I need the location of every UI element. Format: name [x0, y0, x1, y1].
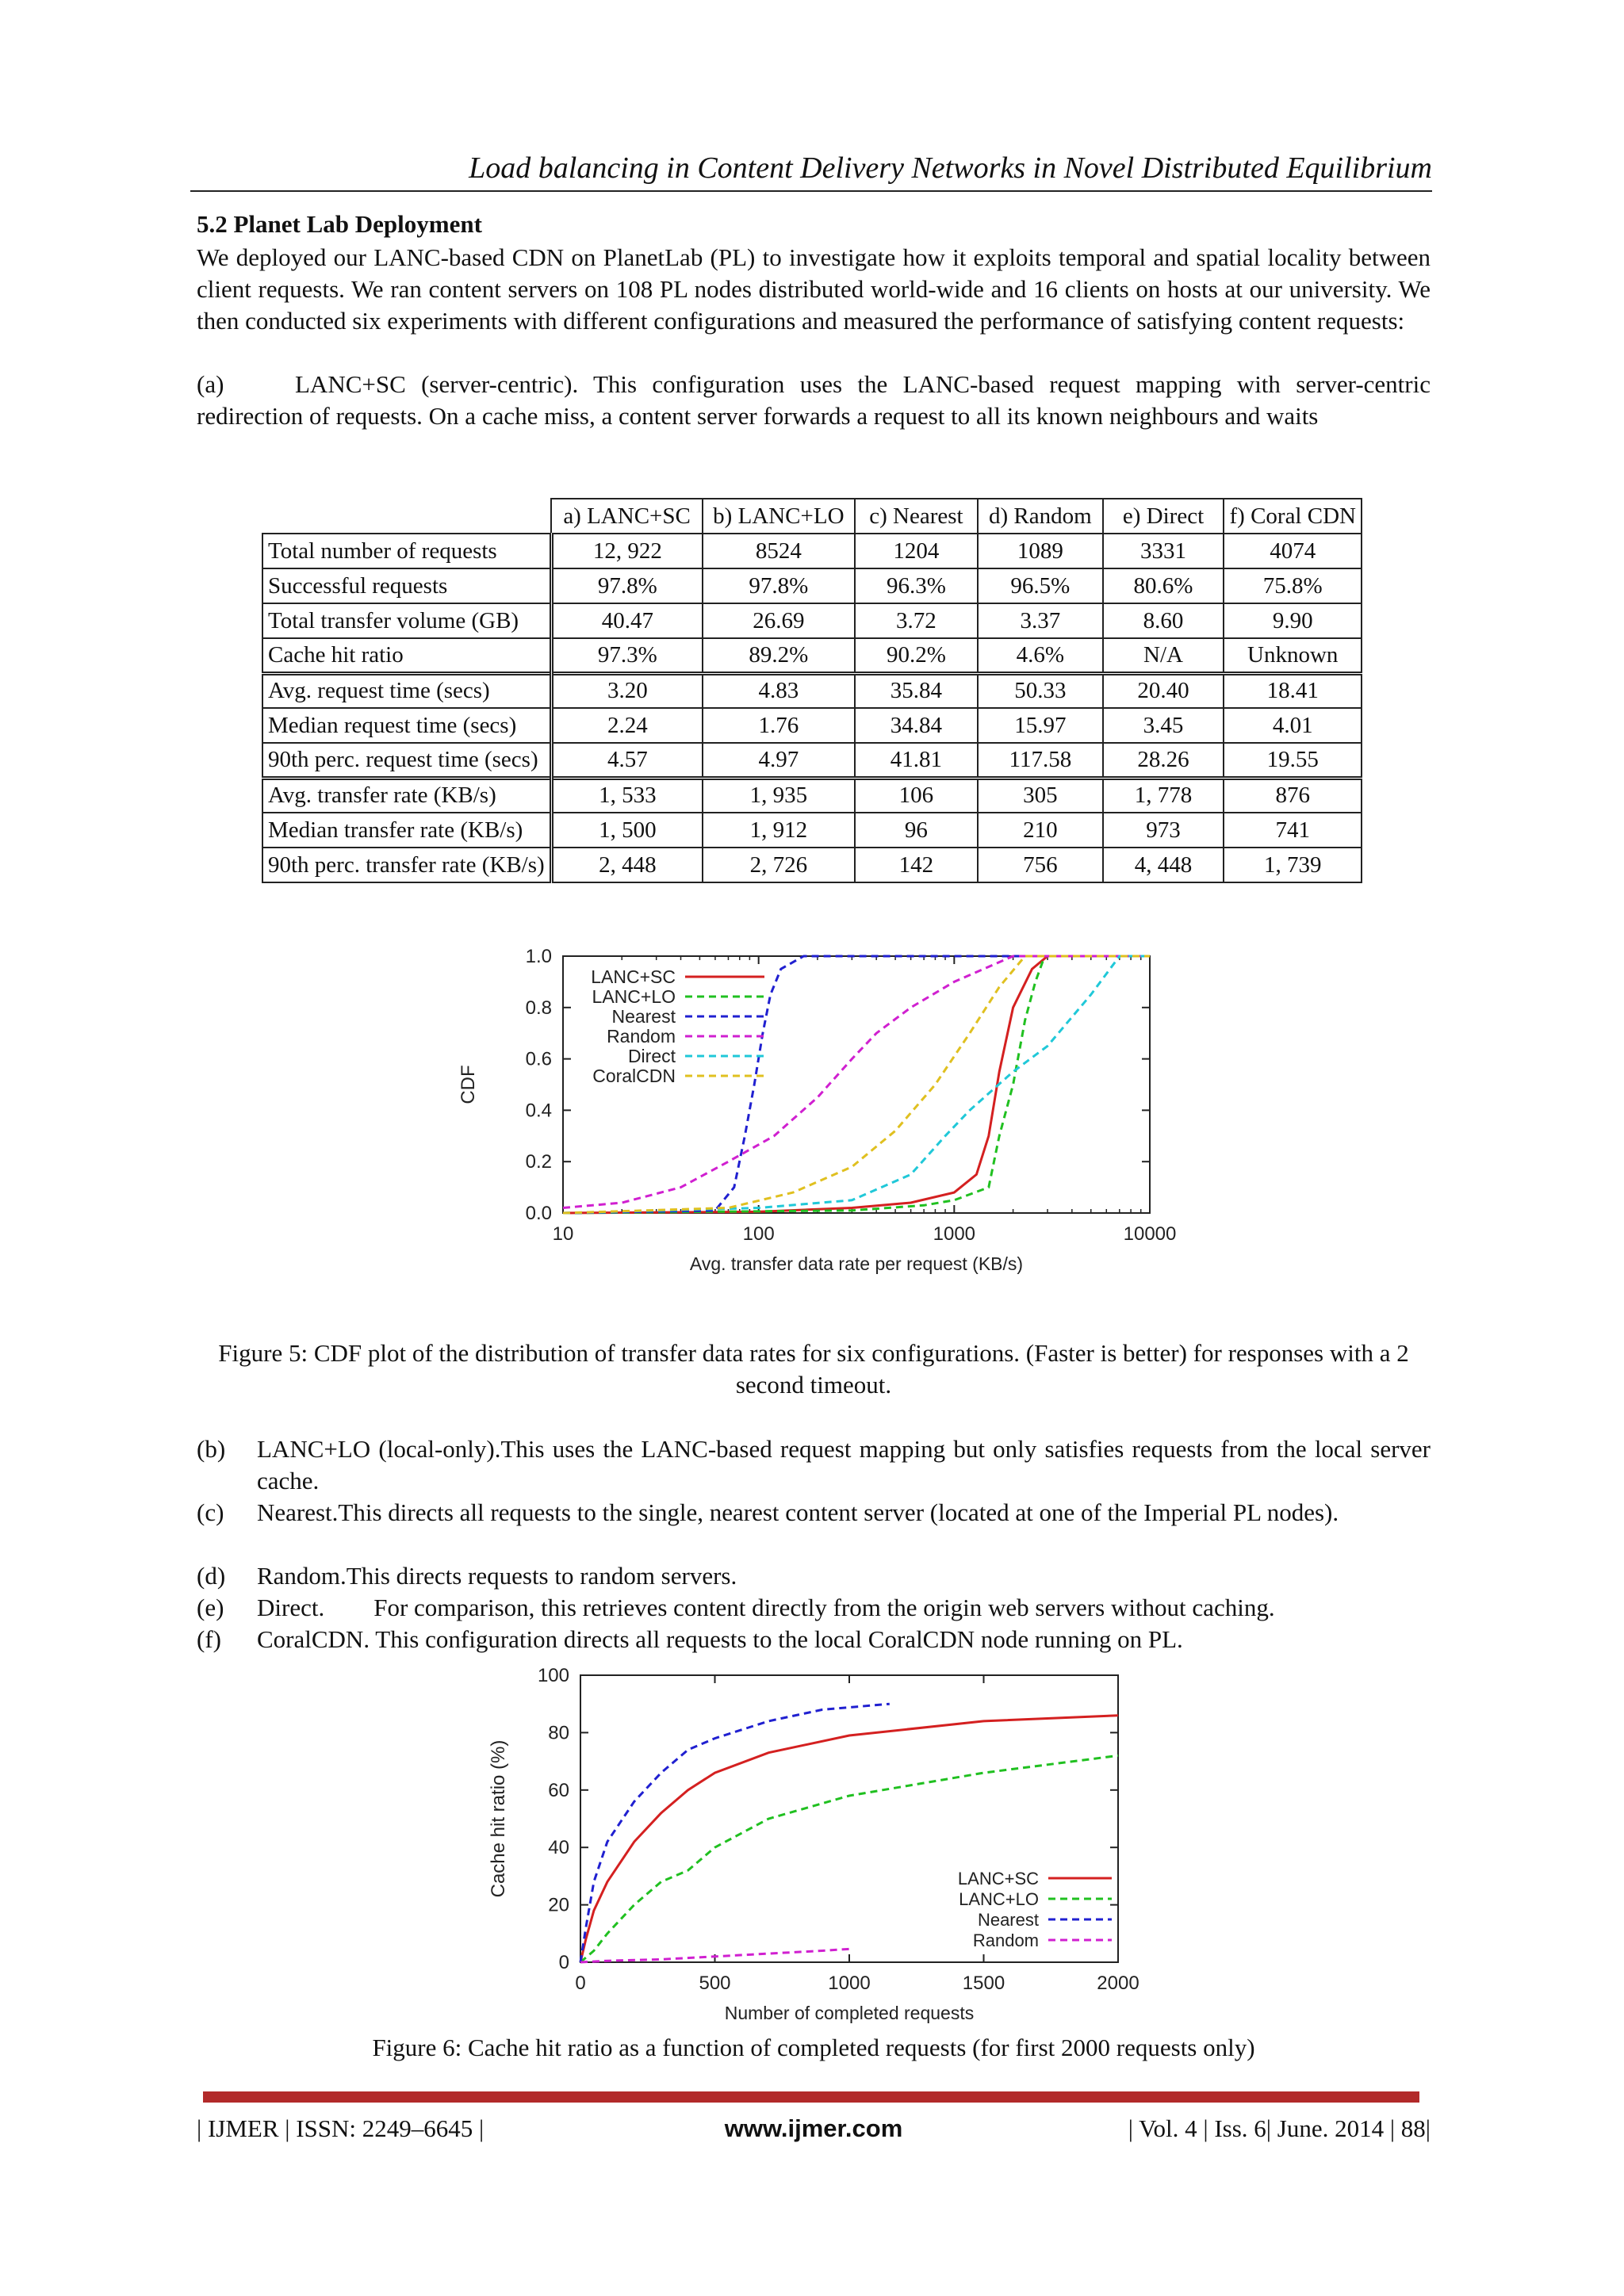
- list-item-text: Direct. For comparison, this retrieves content directly from the origin web servers without caching.: [257, 1594, 1275, 1621]
- x-tick-label: 500: [699, 1973, 731, 1994]
- series-line-nearest: [580, 1704, 890, 1962]
- row-label: Median request time (secs): [262, 708, 551, 743]
- table-header-row: [262, 499, 1362, 534]
- table-cell: 3.37: [978, 603, 1102, 638]
- table-cell: 20.40: [1103, 673, 1224, 708]
- page-footer: [197, 2111, 1431, 2146]
- table-cell: 1089: [978, 534, 1102, 568]
- figure-6-caption: Figure 6: Cache hit ratio as a function of completed requests (for first 2000 requests only): [372, 2034, 1255, 2061]
- legend-label: Random: [972, 1931, 1039, 1950]
- y-axis-label: CDF: [458, 1065, 479, 1104]
- table-cell: 12, 922: [551, 534, 703, 568]
- x-tick-label: 2000: [1097, 1973, 1139, 1994]
- table-row: [262, 638, 1362, 673]
- table-cell: 1204: [855, 534, 979, 568]
- table-cell: 18.41: [1224, 673, 1362, 708]
- list-item-label: (a): [197, 370, 224, 398]
- x-axis-label: Number of completed requests: [724, 2003, 975, 2023]
- table-cell: 3.20: [551, 673, 703, 708]
- legend-label: LANC+LO: [592, 986, 676, 1007]
- table-cell: 1, 778: [1103, 778, 1224, 813]
- table-cell: 89.2%: [703, 638, 855, 673]
- list-item-label: (f): [197, 1625, 221, 1653]
- row-label: Cache hit ratio: [262, 638, 551, 673]
- table-cell: 1, 935: [703, 778, 855, 813]
- footer-rule: [203, 2091, 1419, 2103]
- x-tick-label: 10: [552, 1223, 574, 1245]
- table-cell: 1, 912: [703, 813, 855, 848]
- row-label: Avg. transfer rate (KB/s): [262, 778, 551, 813]
- col-header: b) LANC+LO: [703, 499, 855, 534]
- table-cell: 3.72: [855, 603, 979, 638]
- row-label: Avg. request time (secs): [262, 673, 551, 708]
- table-cell: 4.97: [703, 743, 855, 778]
- table-cell: 35.84: [855, 673, 979, 708]
- table-cell: 106: [855, 778, 979, 813]
- table-cell: 41.81: [855, 743, 979, 778]
- table-cell: 1, 739: [1224, 848, 1362, 882]
- table-cell: Unknown: [1224, 638, 1362, 673]
- table-cell: 8524: [703, 534, 855, 568]
- list-item-label: (d): [197, 1562, 226, 1590]
- table-cell: 26.69: [703, 603, 855, 638]
- row-label: Median transfer rate (KB/s): [262, 813, 551, 848]
- results-table: [262, 498, 1362, 883]
- y-tick-label: 0.6: [525, 1048, 552, 1070]
- table-cell: 3.45: [1103, 708, 1224, 743]
- y-tick-label: 0: [558, 1952, 569, 1973]
- list-item-text: Nearest.This directs all requests to the single, nearest content server (located at one of the Imperial PL nodes).: [257, 1498, 1339, 1526]
- legend-label: Random: [607, 1026, 676, 1047]
- table-row: [262, 848, 1362, 882]
- table-cell: 973: [1103, 813, 1224, 848]
- list-item-text: LANC+SC (server-centric). This configuration uses the LANC-based request mapping with server-centric redirection of requests. On a cache miss, a content server forwards a request to all its known neighbours and waits: [197, 370, 1431, 430]
- col-header: a) LANC+SC: [551, 499, 703, 534]
- table-cell: 8.60: [1103, 603, 1224, 638]
- table-cell: 3331: [1103, 534, 1224, 568]
- table-cell: 4074: [1224, 534, 1362, 568]
- y-axis-label: Cache hit ratio (%): [488, 1739, 509, 1898]
- row-label: 90th perc. request time (secs): [262, 743, 551, 778]
- table-cell: 2, 448: [551, 848, 703, 882]
- section-title: 5.2 Planet Lab Deployment: [197, 210, 482, 238]
- table-cell: 142: [855, 848, 979, 882]
- table-cell: 2.24: [551, 708, 703, 743]
- table-cell: 1.76: [703, 708, 855, 743]
- legend-label: Direct: [627, 1046, 676, 1066]
- table-cell: 28.26: [1103, 743, 1224, 778]
- y-tick-label: 1.0: [525, 946, 552, 967]
- table-cell: 4.83: [703, 673, 855, 708]
- table-cell: 97.8%: [703, 568, 855, 603]
- table-cell: 741: [1224, 813, 1362, 848]
- table-cell: 75.8%: [1224, 568, 1362, 603]
- table-cell: 4.01: [1224, 708, 1362, 743]
- table-cell: 97.3%: [551, 638, 703, 673]
- list-item-text: CoralCDN. This configuration directs all requests to the local CoralCDN node running on PL.: [257, 1625, 1183, 1653]
- table-cell: 96.5%: [978, 568, 1102, 603]
- section-paragraph: [197, 210, 1431, 337]
- footer-journal: | IJMER | ISSN: 2249–6645 |: [197, 2114, 485, 2142]
- table-cell: 4.57: [551, 743, 703, 778]
- table-cell: 210: [978, 813, 1102, 848]
- table-cell: 50.33: [978, 673, 1102, 708]
- legend-label: Nearest: [611, 1006, 676, 1027]
- row-label: Total number of requests: [262, 534, 551, 568]
- y-tick-label: 60: [548, 1779, 569, 1801]
- x-tick-label: 0: [575, 1973, 586, 1994]
- table-cell: 80.6%: [1103, 568, 1224, 603]
- table-row: [262, 813, 1362, 848]
- legend-label: Nearest: [977, 1910, 1039, 1930]
- table-row: [262, 673, 1362, 708]
- list-item-label: (b): [197, 1435, 226, 1463]
- col-header: f) Coral CDN: [1224, 499, 1362, 534]
- running-header: Load balancing in Content Delivery Networks in Novel Distributed Equilibrium: [190, 151, 1432, 192]
- y-tick-label: 20: [548, 1894, 569, 1916]
- table-cell: 117.58: [978, 743, 1102, 778]
- table-cell: 97.8%: [551, 568, 703, 603]
- y-tick-label: 0.0: [525, 1203, 552, 1224]
- paragraph-text: We deployed our LANC-based CDN on PlanetLab (PL) to investigate how it exploits temporal and spatial locality between client requests. We ran content servers on 108 PL nodes distributed world-wide and 16 clients on hosts at our university. We then conducted six experiments with different configurations and measured the performance of satisfying content requests:: [197, 243, 1431, 335]
- row-label: Total transfer volume (GB): [262, 603, 551, 638]
- table-cell: 96: [855, 813, 979, 848]
- col-header: e) Direct: [1103, 499, 1224, 534]
- x-tick-label: 100: [742, 1223, 775, 1245]
- x-tick-label: 1000: [828, 1973, 871, 1994]
- table-cell: 9.90: [1224, 603, 1362, 638]
- figure-5-cdf-chart: [452, 943, 1197, 1292]
- table-cell: 4, 448: [1103, 848, 1224, 882]
- table-cell: N/A: [1103, 638, 1224, 673]
- table-cell: 305: [978, 778, 1102, 813]
- table-cell: 40.47: [551, 603, 703, 638]
- footer-volume: | Vol. 4 | Iss. 6| June. 2014 | 88|: [1128, 2114, 1431, 2142]
- legend-label: LANC+SC: [957, 1869, 1039, 1888]
- y-tick-label: 0.4: [525, 1100, 552, 1122]
- x-axis-label: Avg. transfer data rate per request (KB/s): [689, 1253, 1024, 1274]
- x-tick-label: 1500: [962, 1973, 1005, 1994]
- table-cell: 2, 726: [703, 848, 855, 882]
- row-label: 90th perc. transfer rate (KB/s): [262, 848, 551, 882]
- table-row: [262, 743, 1362, 778]
- table-row: [262, 778, 1362, 813]
- list-item-text: LANC+LO (local-only).This uses the LANC-based request mapping but only satisfies requests from the local server cache.: [257, 1435, 1437, 1494]
- table-cell: 90.2%: [855, 638, 979, 673]
- row-label: Successful requests: [262, 568, 551, 603]
- y-tick-label: 0.2: [525, 1151, 552, 1173]
- table-cell: 34.84: [855, 708, 979, 743]
- y-tick-label: 0.8: [525, 997, 552, 1019]
- legend-label: LANC+LO: [959, 1889, 1039, 1909]
- legend-label: LANC+SC: [591, 966, 676, 987]
- table-row: [262, 603, 1362, 638]
- list-item-label: (c): [197, 1498, 224, 1526]
- table-cell: 1, 533: [551, 778, 703, 813]
- table-row: [262, 708, 1362, 743]
- list-item-text: Random.This directs requests to random servers.: [257, 1562, 737, 1590]
- table-row: [262, 534, 1362, 568]
- list-item-label: (e): [197, 1594, 224, 1621]
- y-tick-label: 80: [548, 1722, 569, 1744]
- x-tick-label: 1000: [933, 1223, 976, 1245]
- legend-label: CoralCDN: [592, 1066, 676, 1086]
- y-tick-label: 100: [537, 1665, 569, 1686]
- col-header: d) Random: [978, 499, 1102, 534]
- table-cell: 876: [1224, 778, 1362, 813]
- list-item-a-body: [197, 369, 1431, 432]
- y-tick-label: 40: [548, 1837, 569, 1859]
- figure-5-caption: Figure 5: CDF plot of the distribution of transfer data rates for six configurations. (Faster is better) for responses with a 2 second timeout.: [218, 1339, 1409, 1399]
- table-cell: 96.3%: [855, 568, 979, 603]
- figure-6-cache-hit-chart: [484, 1661, 1150, 2026]
- table-cell: 756: [978, 848, 1102, 882]
- table-cell: 19.55: [1224, 743, 1362, 778]
- col-header: c) Nearest: [855, 499, 979, 534]
- x-tick-label: 10000: [1123, 1223, 1177, 1245]
- table-cell: 1, 500: [551, 813, 703, 848]
- table-cell: 4.6%: [978, 638, 1102, 673]
- footer-website-link[interactable]: www.ijmer.com: [724, 2114, 903, 2142]
- table-row: [262, 568, 1362, 603]
- table-cell: 15.97: [978, 708, 1102, 743]
